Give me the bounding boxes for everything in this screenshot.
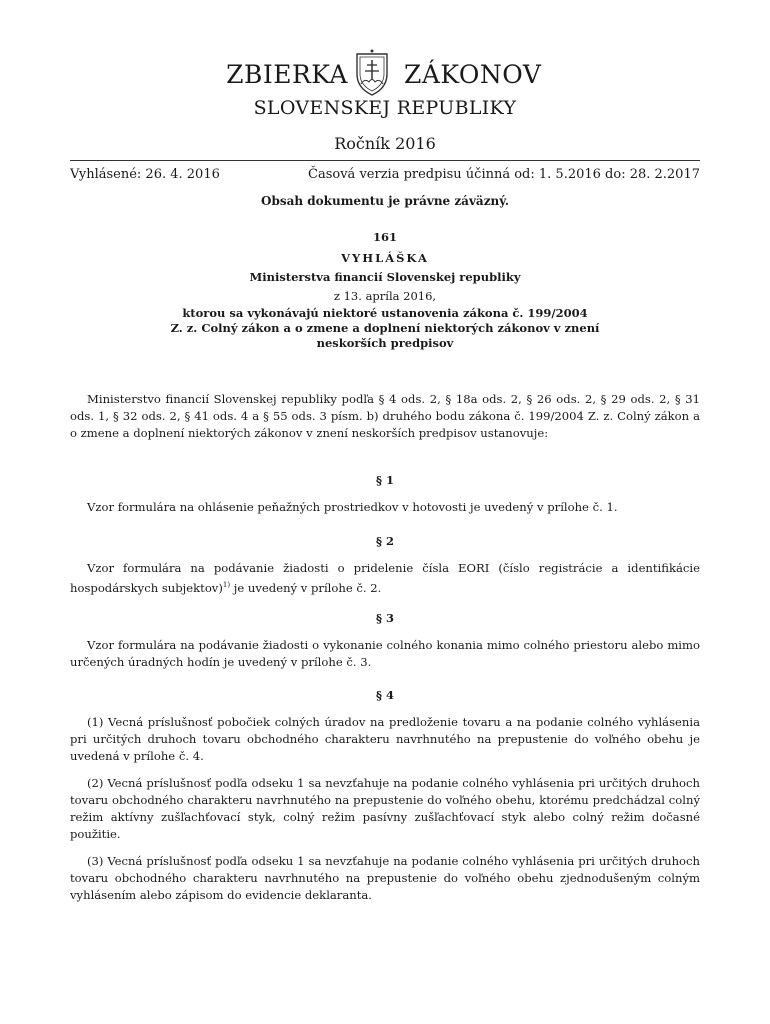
section-text: je uvedený v prílohe č. 2. xyxy=(230,580,382,595)
masthead-subtitle: SLOVENSKEJ REPUBLIKY xyxy=(253,97,517,119)
decree-title xyxy=(130,306,640,351)
footnote-reference[interactable]: 1) xyxy=(222,581,231,589)
decree-issuer: Ministerstva financií Slovenskej republiky xyxy=(249,270,521,284)
decree-number: 161 xyxy=(372,230,397,244)
decree-date: z 13. apríla 2016, xyxy=(333,289,437,303)
section-heading: § 2 xyxy=(375,534,395,548)
binding-notice: Obsah dokumentu je právne záväzný. xyxy=(260,194,509,208)
decree-type: VYHLÁŠKA xyxy=(341,251,429,265)
section-paragraph: Vzor formulára na podávanie žiadosti o vykonanie colného konania mimo colného priestoru alebo mimo určených úradných hodín je uvedený v prílohe č. 3. xyxy=(70,638,700,669)
decree-title-line: ktorou sa vykonávajú niektoré ustanovenia zákona č. 199/2004 xyxy=(182,306,588,320)
section-paragraph: Vzor formulára na ohlásenie peňažných prostriedkov v hotovosti je uvedený v prílohe č. 1. xyxy=(87,500,618,514)
section-paragraph: (3) Vecná príslušnosť podľa odseku 1 sa nevzťahuje na podanie colného vyhlásenia pri určitých druhoch tovaru obchodného charakteru navrhnutého na prepustenie do voľného obehu zjednodušeným colným vyhlásením alebo zápisom do evidencie deklaranta. xyxy=(70,854,700,902)
decree-title-line: Z. z. Colný zákon a o zmene a doplnení niektorých zákonov v znení xyxy=(170,321,600,335)
masthead-right-title: ZÁKONOV xyxy=(404,60,542,89)
header-divider xyxy=(70,160,700,161)
decree-title-line: neskorších predpisov xyxy=(316,336,454,350)
section-text: Vzor formulára na podávanie žiadosti o pridelenie čísla EORI (číslo registrácie a identifikácie hospodárskych subjektov) xyxy=(70,561,700,595)
section-paragraph: (1) Vecná príslušnosť pobočiek colných úradov na predloženie tovaru a na podanie colného vyhlásenia pri určitých druhoch tovaru obchodného charakteru navrhnutého na prepustenie do voľného obehu je uvedená v prílohe č. 4. xyxy=(70,715,700,763)
volume-year: Ročník 2016 xyxy=(334,134,436,153)
section-paragraph: (2) Vecná príslušnosť podľa odseku 1 sa nevzťahuje na podanie colného vyhlásenia pri určitých druhoch tovaru obchodného charakteru navrhnutého na prepustenie do voľného obehu, ktorému predchádzal colný režim aktívny zušľachťovací styk, colný režim pasívny zušľachťovací styk alebo colný režim dočasné použitie. xyxy=(70,776,700,841)
preamble-paragraph: Ministerstvo financií Slovenskej republiky podľa § 4 ods. 2, § 18a ods. 2, § 26 ods. 2, § 29 ods. 2, § 31 ods. 1, § 32 ods. 2, § 41 ods. 4 a § 55 ods. 3 písm. b) druhého bodu zákona č. 199/2004 Z. z. Colný zákon a o zmene a doplnení niektorých zákonov v znení neskorších predpisov ustanovuje: xyxy=(70,392,700,440)
masthead-left-title: ZBIERKA xyxy=(226,60,348,89)
section-paragraph xyxy=(70,560,700,597)
masthead xyxy=(70,48,700,98)
announced-date: Vyhlásené: 26. 4. 2016 xyxy=(70,167,220,182)
section-heading: § 3 xyxy=(375,611,395,625)
version-validity: Časová verzia predpisu účinná od: 1. 5.2016 do: 28. 2.2017 xyxy=(308,167,700,182)
slovak-coat-of-arms-icon xyxy=(353,48,391,98)
section-heading: § 4 xyxy=(375,688,395,702)
section-heading: § 1 xyxy=(375,473,395,487)
